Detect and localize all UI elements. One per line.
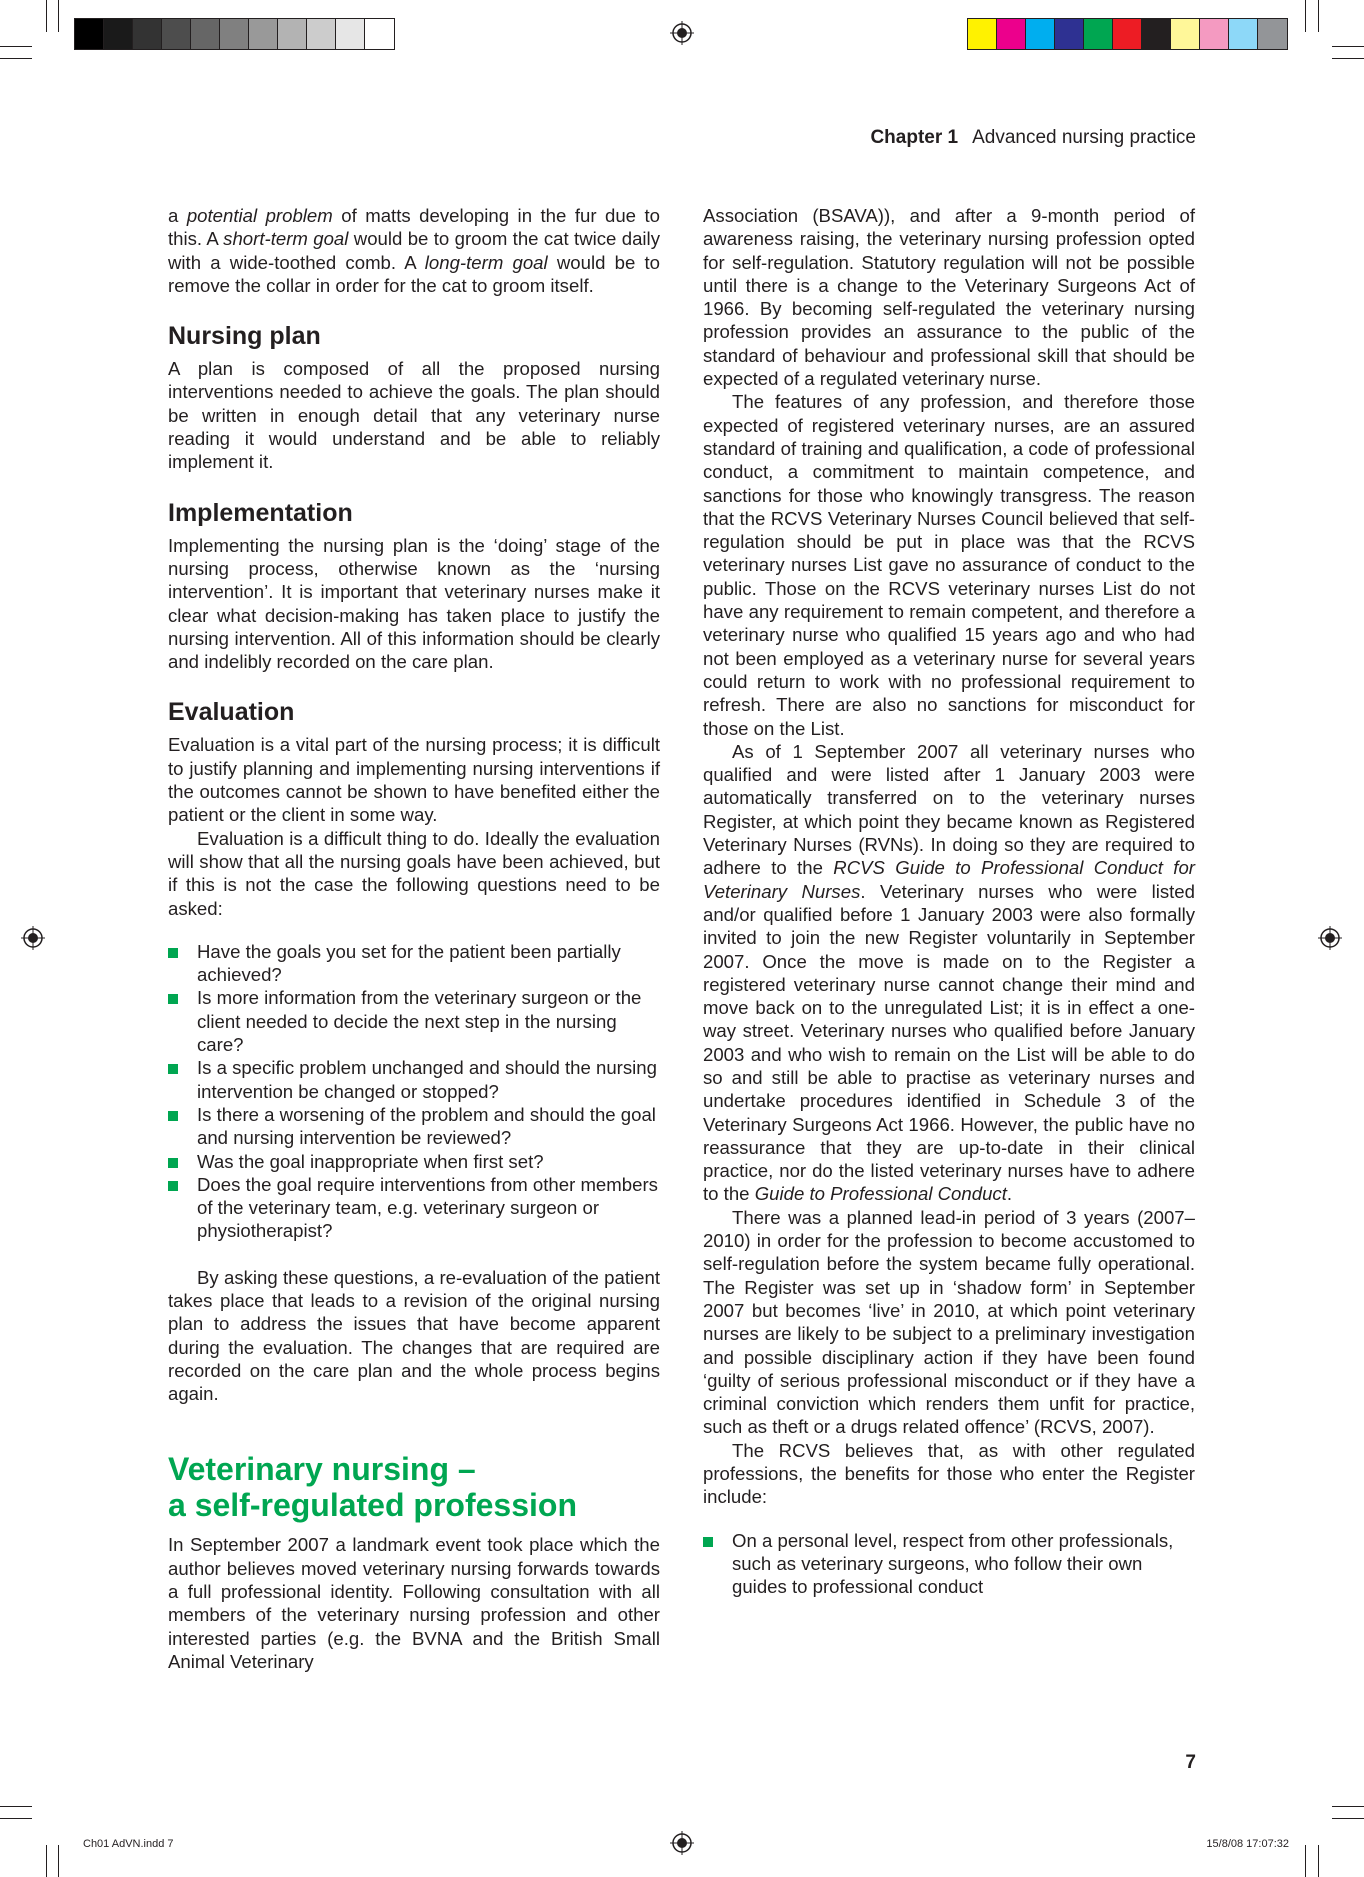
chapter-label: Chapter 1 — [870, 127, 959, 148]
section-paragraph: In September 2007 a landmark event took place which the author believes moved veterinary nursing forwards towards a full professional identity. Following consultation with all members of the veterinary nursing profession and other interested parties (e.g. the BVNA and the British Small Animal Veterinary — [168, 1534, 660, 1672]
list-item: Is a specific problem unchanged and should the nursing intervention be changed or stopped? — [168, 1056, 660, 1103]
evaluation-paragraph: By asking these questions, a re-evaluation of the patient takes place that leads to a revision of the original nursing plan to address the issues that have become apparent during the evaluation. The changes that are required are recorded on the care plan and the whole process begins again. — [168, 1266, 660, 1405]
bullet-square-icon — [703, 1537, 713, 1547]
bullet-square-icon — [168, 1111, 178, 1121]
color-swatch — [968, 19, 997, 49]
registration-mark-icon — [21, 926, 45, 950]
color-swatch — [365, 19, 394, 49]
color-swatch — [1229, 19, 1258, 49]
slug-timestamp: 15/8/08 17:07:32 — [1206, 1838, 1289, 1850]
list-item: Was the goal inappropriate when first set? — [168, 1150, 660, 1173]
color-swatch — [249, 19, 278, 49]
list-item: On a personal level, respect from other professionals, such as veterinary surgeons, who follow their own guides to professional conduct — [703, 1529, 1195, 1599]
body-paragraph: The RCVS believes that, as with other regulated professions, the benefits for those who enter the Register include: — [703, 1439, 1195, 1508]
evaluation-paragraph: Evaluation is a difficult thing to do. Ideally the evaluation will show that all the nursing goals have been achieved, but if this is not the case the following questions need to be asked: — [168, 827, 660, 919]
chapter-title: Advanced nursing practice — [972, 127, 1196, 148]
registration-mark-icon — [1318, 926, 1342, 950]
page-number: 7 — [1185, 1752, 1196, 1773]
bullet-square-icon — [168, 994, 178, 1004]
color-swatch — [1084, 19, 1113, 49]
list-item: Is more information from the veterinary surgeon or the client needed to decide the next step in the nursing care? — [168, 986, 660, 1056]
color-swatch — [220, 19, 249, 49]
color-swatch — [1200, 19, 1229, 49]
evaluation-heading: Evaluation — [168, 698, 295, 727]
color-swatch — [1258, 19, 1287, 49]
list-item: Is there a worsening of the problem and should the goal and nursing intervention be reviewed? — [168, 1103, 660, 1150]
running-header — [870, 127, 1196, 149]
evaluation-paragraph: Evaluation is a vital part of the nursing process; it is difficult to justify planning and implementing nursing interventions if the outcomes cannot be shown to have benefited either the patient or the client in some way. — [168, 734, 660, 826]
color-swatch — [1171, 19, 1200, 49]
body-paragraph: There was a planned lead-in period of 3 years (2007–2010) in order for the profession to become accustomed to self-regulation before the system became fully operational. The Register was set up in ‘shadow form’ in September 2007 but becomes ‘live’ in 2010, at which point veterinary nurses are likely to be subject to a preliminary investigation and possible disciplinary action if they have been found ‘guilty of serious professional misconduct or if they have a criminal conviction which renders them unfit for practice, such as theft or a drugs related offence’ (RCVS, 2007). — [703, 1206, 1195, 1438]
registration-mark-icon — [670, 21, 694, 45]
grey-color-bar — [74, 18, 395, 50]
benefits-list — [703, 1529, 1195, 1599]
nursing-plan-heading: Nursing plan — [168, 322, 321, 351]
color-swatch — [1142, 19, 1171, 49]
body-paragraph: Association (BSAVA)), and after a 9-month period of awareness raising, the veterinary nursing profession opted for self-regulation. Statutory regulation will not be possible until there is a change to the Veterinary Surgeons Act of 1966. By becoming self-regulated the veterinary nursing profession provides an assurance to the public of the standard of behaviour and professional skill that should be expected of a regulated veterinary nurse. — [703, 205, 1195, 390]
color-swatch — [1026, 19, 1055, 49]
nursing-plan-paragraph: A plan is composed of all the proposed nursing interventions needed to achieve the goals. The plan should be written in enough detail that any veterinary nurse reading it would understand and be able to reliably implement it. — [168, 358, 660, 473]
left-column — [168, 204, 660, 1673]
bullet-square-icon — [168, 1181, 178, 1191]
color-swatch — [1113, 19, 1142, 49]
color-swatch — [104, 19, 133, 49]
color-swatch — [336, 19, 365, 49]
color-swatch — [997, 19, 1026, 49]
color-swatch — [162, 19, 191, 49]
section-heading: Veterinary nursing – a self-regulated profession — [168, 1451, 577, 1524]
registration-mark-icon — [670, 1831, 694, 1855]
color-swatch — [1055, 19, 1084, 49]
bullet-square-icon — [168, 1158, 178, 1168]
implementation-paragraph: Implementing the nursing plan is the ‘doing’ stage of the nursing process, otherwise known as the ‘nursing intervention’. It is important that veterinary nurses make it clear what decision-making has taken place to justify the nursing intervention. All of this information should be clearly and indelibly recorded on the care plan. — [168, 534, 660, 673]
slug-filename: Ch01 AdVN.indd 7 — [83, 1838, 174, 1850]
color-swatch — [278, 19, 307, 49]
body-paragraph: As of 1 September 2007 all veterinary nurses who qualified and were listed after 1 January 2003 were automatically transferred on to the veterinary nurses Register, at which point they became known as Registered Veterinary Nurses (RVNs). In doing so they are required to adhere to the RCVS Guide to Professional Conduct for Veterinary Nurses. Veterinary nurses who were listed and/or qualified before 1 January 2003 were also formally invited to join the new Register voluntarily in September 2007. Once the move is made on to the Register a registered veterinary nurse cannot change their mind and move back on to the unregulated List; it is in effect a one-way street. Veterinary nurses who qualified before January 2003 and who wish to remain on the List will be able to do so and still be able to practise as veterinary nurses and undertake procedures identified in Schedule 3 of the Veterinary Surgeons Act 1966. However, the public have no reassurance that they are up-to-date in their clinical practice, nor do the listed veterinary nurses have to adhere to the Guide to Professional Conduct. — [703, 740, 1196, 1205]
implementation-heading: Implementation — [168, 498, 353, 527]
process-color-bar — [967, 18, 1288, 50]
color-swatch — [133, 19, 162, 49]
body-paragraph: The features of any profession, and therefore those expected of registered veterinary nurses, are an assured standard of training and qualification, a code of professional conduct, a commitment to maintain competence, and sanctions for those who knowingly transgress. The reason that the RCVS Veterinary Nurses Council believed that self-regulation should be put in place was that the RCVS veterinary nurses List gave no assurance of conduct to the public. Those on the RCVS veterinary nurses List do not have any requirement to remain competent, and therefore a veterinary nurse who qualified 15 years ago and who had not been employed as a veterinary nurse for several years could return to work with no professional requirement to refresh. There are also no sanctions for misconduct for those on the List. — [703, 391, 1195, 739]
right-column — [703, 204, 1195, 1599]
color-swatch — [75, 19, 104, 49]
bullet-square-icon — [168, 1064, 178, 1074]
list-item: Have the goals you set for the patient been partially achieved? — [168, 940, 660, 987]
color-swatch — [307, 19, 336, 49]
list-item: Does the goal require interventions from other members of the veterinary team, e.g. veterinary surgeon or physiotherapist? — [168, 1173, 660, 1243]
bullet-square-icon — [168, 948, 178, 958]
color-swatch — [191, 19, 220, 49]
intro-paragraph: a potential problem of matts developing in the fur due to this. A short-term goal would be to groom the cat twice daily with a wide-toothed comb. A long-term goal would be to remove the collar in order for the cat to groom itself. — [168, 205, 660, 296]
evaluation-questions-list — [168, 940, 660, 1243]
